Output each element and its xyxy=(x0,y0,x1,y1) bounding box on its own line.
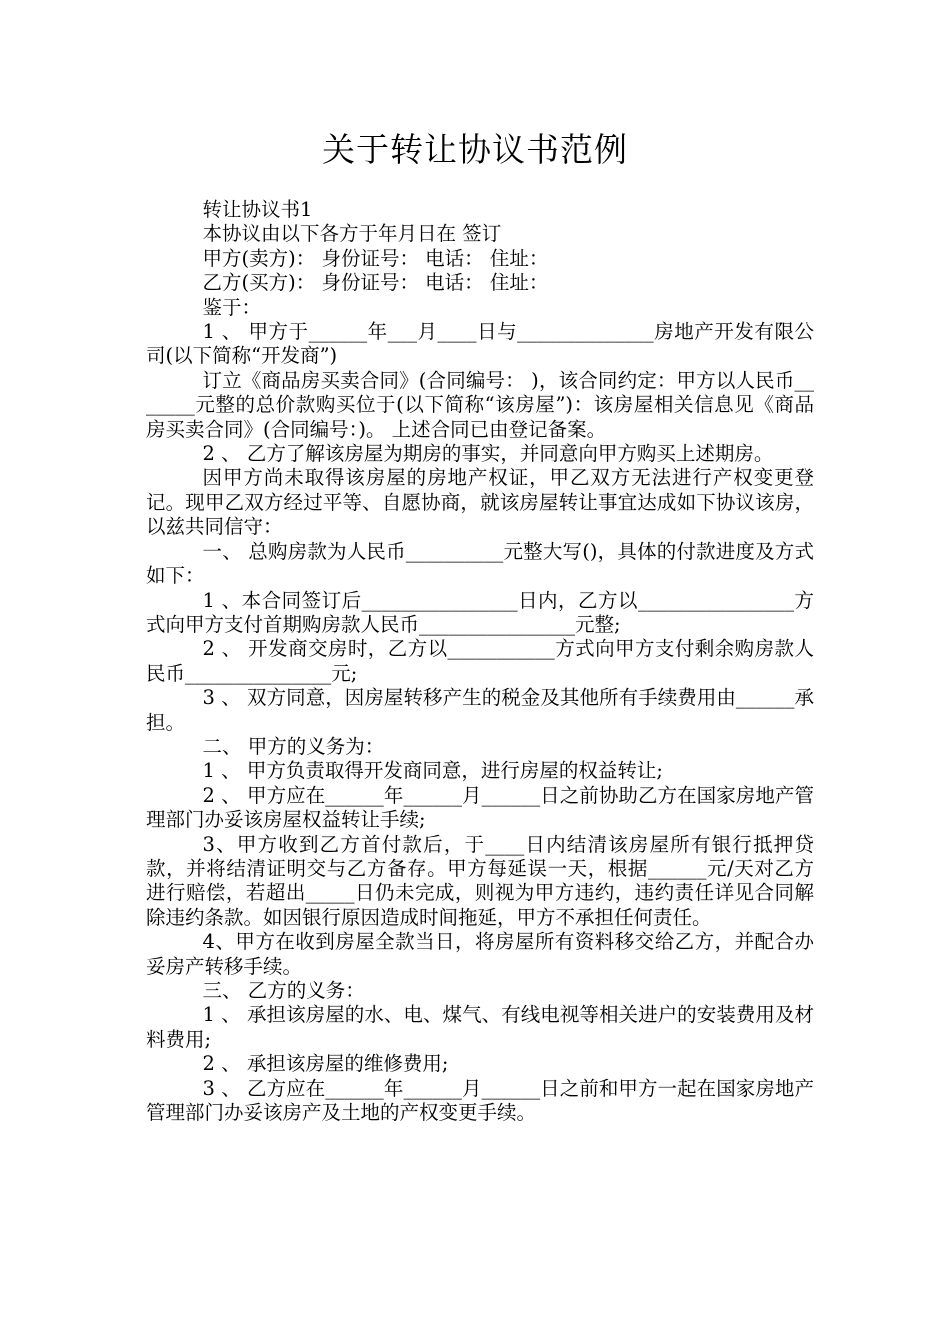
document-body xyxy=(146,198,814,1125)
paragraph-section-3-item-1: 1 、 承担该房屋的水、电、煤气、有线电视等相关进户的安装费用及材料费用; xyxy=(146,1003,814,1051)
paragraph-whereas-1: 1 、 甲方于______年___月____日与______________房地产开发有限公司(以下简称“开发商”) xyxy=(146,320,814,368)
paragraph-section-3: 三、 乙方的义务： xyxy=(202,979,365,1002)
paragraph-party-b: 乙方(买方)： 身份证号： 电话： 住址： xyxy=(202,271,549,295)
paragraph-section-3-item-3: 3 、 乙方应在______年______月______日之前和甲方一起在国家房地产管理部门办妥该房产及土地的产权变更手续。 xyxy=(146,1076,814,1125)
paragraph-preamble: 因甲方尚未取得该房屋的房地产权证，甲乙双方无法进行产权变更登记。现甲乙双方经过平等、自愿协商，就该房屋转让事宜达成如下协议该房，以兹共同信守： xyxy=(146,466,814,539)
document-title: 关于转让协议书范例 xyxy=(322,130,628,169)
paragraph-section-1-item-3: 3 、 双方同意，因房屋转移产生的税金及其他所有手续费用由______承担。 xyxy=(146,686,814,734)
paragraph-section-2-item-4: 4、甲方在收到房屋全款当日，将房屋所有资料移交给乙方，并配合办妥房产转移手续。 xyxy=(146,930,814,978)
paragraph-whereas-2: 2 、 乙方了解该房屋为期房的事实，并同意向甲方购买上述期房。 xyxy=(202,442,774,466)
paragraph-section-2-item-2: 2 、 甲方应在______年______月______日之前协助乙方在国家房地产管理部门办妥该房屋权益转让手续; xyxy=(146,783,814,832)
paragraph-section-2-item-3: 3、甲方收到乙方首付款后，于____日内结清该房屋所有银行抵押贷款，并将结清证明交与乙方备存。甲方每延误一天，根据______元/天对乙方进行赔偿，若超出_____日仍未完成，则视为甲方违约，违约责任详见合同解除违约条款。如因银行原因造成时间拖延，甲方不承担任何责任。 xyxy=(146,832,814,929)
paragraph-contract-terms: 订立《商品房买卖合同》(合同编号： )，该合同约定：甲方以人民币_______元整的总价款购买位于(以下简称“该房屋”)：该房屋相关信息见《商品房买卖合同》(合同编号：)。 上述合同已由登记备案。 xyxy=(146,368,814,441)
paragraph-section-2: 二、 甲方的义务为： xyxy=(202,734,385,758)
paragraph-heading: 转让协议书1 xyxy=(202,198,313,221)
paragraph-section-1-item-1: 1 、本合同签订后________________日内，乙方以________________方式向甲方支付首期购房款人民币________________元整; xyxy=(146,588,814,636)
paragraph-signing-info: 本协议由以下各方于年月日在 签订 xyxy=(202,222,502,246)
paragraph-whereas: 鉴于： xyxy=(202,295,262,319)
paragraph-section-2-item-1: 1 、 甲方负责取得开发商同意，进行房屋的权益转让; xyxy=(202,759,663,783)
paragraph-section-3-item-2: 2 、 承担该房屋的维修费用; xyxy=(202,1052,449,1076)
paragraph-party-a: 甲方(卖方)： 身份证号： 电话： 住址： xyxy=(202,246,549,270)
paragraph-section-1-item-2: 2 、 开发商交房时，乙方以___________方式向甲方支付剩余购房款人民币_______________元; xyxy=(146,637,814,685)
paragraph-section-1: 一、 总购房款为人民币__________元整大写()，具体的付款进度及方式如下： xyxy=(146,539,814,588)
